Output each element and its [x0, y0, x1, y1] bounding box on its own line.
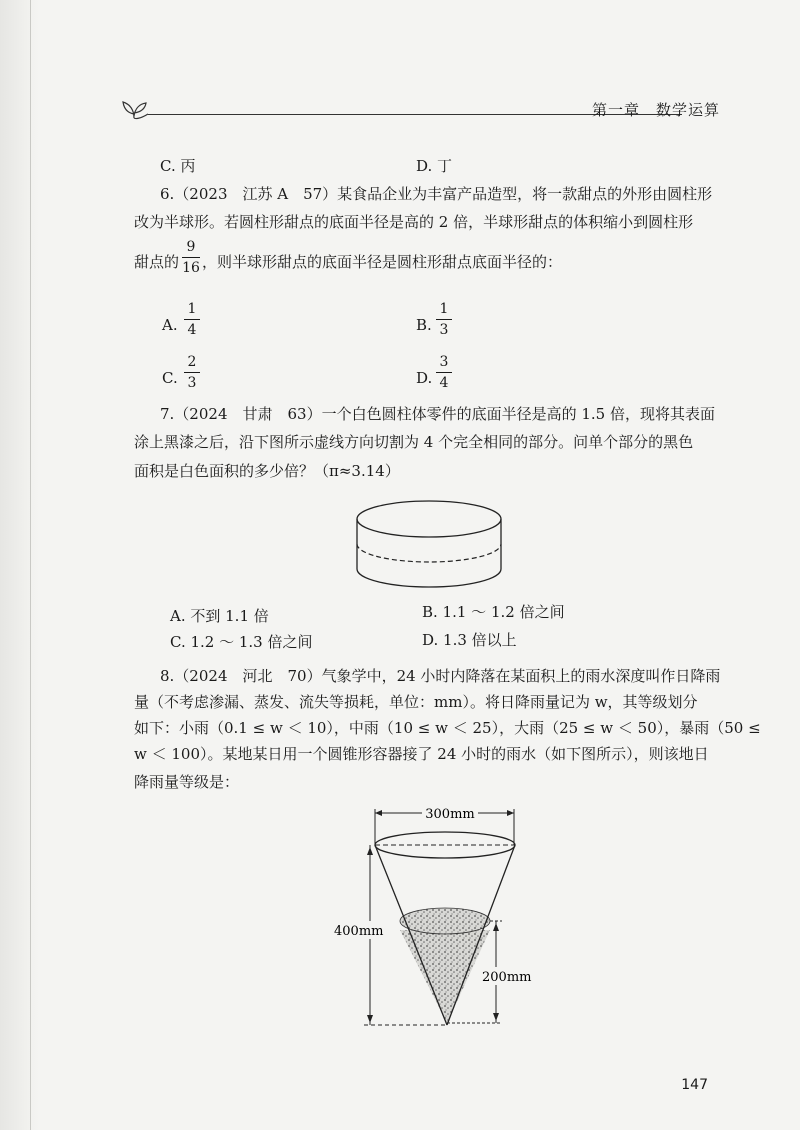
- chapter-header: [120, 96, 720, 122]
- sprout-icon: [120, 96, 150, 122]
- fraction-numerator: 2: [187, 354, 197, 370]
- chapter-title: 第一章 数学运算: [591, 101, 720, 119]
- fraction-denominator: 3: [187, 375, 197, 391]
- q8-stem-line2: 量（不考虑渗漏、蒸发、流失等损耗，单位：mm）。将日降雨量记为 w，其等级划分: [134, 693, 698, 711]
- page-number: 147: [681, 1077, 708, 1093]
- fraction-denominator: 4: [439, 375, 449, 391]
- q8-stem-line1: 8.（2024 河北 70）气象学中，24 小时内降落在某面积上的雨水深度叫作日降雨: [160, 667, 721, 685]
- q7-option-a: A. 不到 1.1 倍: [170, 607, 269, 625]
- arrow-up-icon: [493, 923, 499, 931]
- q8-stem-line3: 如下：小雨（0.1 ≤ w ＜ 10），中雨（10 ≤ w ＜ 25），大雨（25 ≤ w ＜ 50），暴雨（50 ≤: [134, 719, 761, 737]
- q6-option-b-label: B.: [416, 316, 432, 334]
- q7-option-b: B. 1.1 ～ 1.2 倍之间: [422, 603, 565, 621]
- q7-stem-line1: 7.（2024 甘肃 63）一个白色圆柱体零件的底面半径是高的 1.5 倍，现将其表面: [160, 405, 715, 423]
- q6-option-a-label: A.: [162, 316, 178, 334]
- cone-container-figure: [330, 795, 550, 1035]
- q6-option-c-label: C.: [162, 369, 178, 387]
- arrow-down-icon: [493, 1013, 499, 1021]
- q6-option-b-fraction: [436, 300, 452, 339]
- q6-ratio-fraction: [182, 238, 200, 277]
- top-diameter-label: 300mm: [425, 807, 475, 822]
- fraction-numerator: 1: [187, 301, 197, 317]
- q6-stem-line3-suffix: ，则半球形甜点的底面半径是圆柱形甜点底面半径的：: [202, 253, 563, 271]
- arrow-up-icon: [367, 847, 373, 855]
- water-surface: [400, 908, 490, 934]
- fraction-bar: [184, 372, 200, 373]
- cylinder-top-ellipse: [357, 501, 501, 537]
- arrow-down-icon: [367, 1015, 373, 1023]
- q7-option-c: C. 1.2 ～ 1.3 倍之间: [170, 633, 313, 651]
- q7-option-d: D. 1.3 倍以上: [422, 631, 517, 649]
- cylinder-cut-line: [357, 544, 501, 562]
- q6-option-a-fraction: [184, 300, 200, 339]
- binding-shadow: [0, 0, 40, 1130]
- binding-edge: [30, 0, 31, 1130]
- water-body: [400, 930, 490, 1023]
- fraction-bar: [436, 372, 452, 373]
- cone-height-label: 400mm: [334, 924, 384, 939]
- q7-stem-line3: 面积是白色面积的多少倍？（π≈3.14）: [134, 462, 400, 480]
- fraction-denominator: 3: [439, 322, 449, 338]
- q6-option-c-fraction: [184, 353, 200, 392]
- fraction-bar: [436, 319, 452, 320]
- fraction-denominator: 16: [182, 260, 200, 276]
- q6-option-d-label: D.: [416, 369, 433, 387]
- fraction-numerator: 9: [186, 239, 196, 255]
- q6-stem-line1: 6.（2023 江苏 A 57）某食品企业为丰富产品造型，将一款甜点的外形由圆柱形: [160, 185, 713, 203]
- q6-option-d-fraction: [436, 353, 452, 392]
- q8-stem-line4: w ＜ 100）。某地某日用一个圆锥形容器接了 24 小时的雨水（如下图所示），则该地日: [134, 745, 709, 763]
- arrow-left-icon: [375, 810, 382, 816]
- fraction-numerator: 1: [439, 301, 449, 317]
- fraction-bar: [182, 257, 200, 258]
- q7-stem-line2: 涂上黑漆之后，沿下图所示虚线方向切割为 4 个完全相同的部分。问单个部分的黑色: [134, 433, 694, 451]
- q5-option-d: D. 丁: [416, 157, 453, 175]
- fraction-numerator: 3: [439, 354, 449, 370]
- q5-option-c: C. 丙: [160, 157, 196, 175]
- q6-stem-line3-prefix: 甜点的: [134, 253, 180, 271]
- water-depth-label: 200mm: [482, 970, 532, 985]
- q8-stem-line5: 降雨量等级是：: [134, 773, 240, 791]
- cylinder-bottom-arc: [357, 569, 501, 587]
- fraction-denominator: 4: [187, 322, 197, 338]
- q6-stem-line2: 改为半球形。若圆柱形甜点的底面半径是高的 2 倍，半球形甜点的体积缩小到圆柱形: [134, 213, 694, 231]
- cylinder-figure: [350, 495, 508, 595]
- fraction-bar: [184, 319, 200, 320]
- arrow-right-icon: [507, 810, 514, 816]
